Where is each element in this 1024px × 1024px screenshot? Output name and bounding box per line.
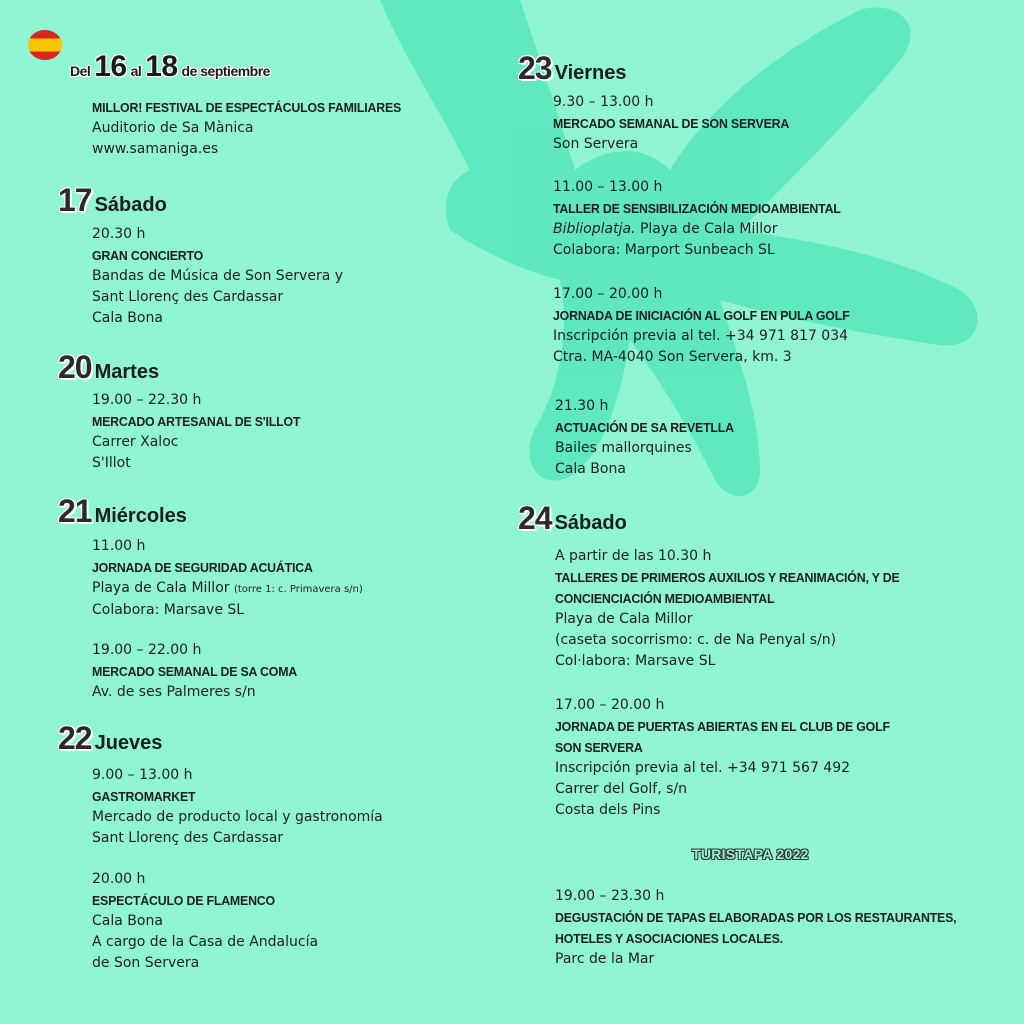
day-heading-17 [58, 182, 167, 219]
spanish-flag-icon [28, 30, 62, 60]
event-line: (caseta socorrismo: c. de Na Penyal s/n) [555, 632, 837, 648]
event-time: 9.30 – 13.00 h [553, 94, 654, 110]
day-name: Jueves [94, 732, 163, 754]
event-title: GASTROMARKET [92, 789, 196, 804]
day-number: 22 [58, 720, 92, 756]
event-line: Bandas de Música de Son Servera y [92, 268, 344, 284]
event-time: 21.30 h [555, 398, 609, 414]
event-line [553, 219, 856, 240]
event-title: JORNADA DE SEGURIDAD ACUÁTICA [92, 560, 313, 575]
day-number: 20 [58, 349, 92, 385]
event-line: Ctra. MA-4040 Son Servera, km. 3 [553, 349, 792, 365]
event-title: MERCADO ARTESANAL DE S'ILLOT [92, 414, 301, 429]
event-title: TALLER DE SENSIBILIZACIÓN MEDIOAMBIENTAL [553, 201, 841, 216]
event-seguridad-acuatica [92, 536, 363, 621]
event-mercado-artesanal [92, 390, 311, 474]
day-heading-23 [518, 50, 627, 87]
date-range-title [70, 50, 270, 84]
event-line: Colabora: Marport Sunbeach SL [553, 242, 775, 258]
event-time: 19.00 – 22.30 h [92, 392, 202, 408]
event-line: Colabora: Marsave SL [92, 602, 245, 618]
day-number: 21 [58, 493, 92, 529]
day-name: Viernes [554, 62, 627, 84]
event-millor-festival [92, 97, 417, 160]
event-line: Bailes mallorquines [555, 440, 692, 456]
event-title: MILLOR! FESTIVAL DE ESPECTÁCULOS FAMILIARES [92, 100, 402, 115]
event-note: (torre 1: c. Primavera s/n) [233, 584, 363, 595]
event-line: Av. de ses Palmeres s/n [92, 684, 256, 700]
event-line: Carrer del Golf, s/n [555, 781, 687, 797]
event-venue: Auditorio de Sa Mànica [92, 120, 254, 136]
event-title: GRAN CONCIERTO [92, 248, 204, 263]
event-time: 11.00 – 13.00 h [553, 179, 663, 195]
event-time: 20.30 h [92, 226, 146, 242]
event-line: de Son Servera [92, 955, 200, 971]
event-line [92, 578, 363, 600]
event-line: Mercado de producto local y gastronomía [92, 809, 383, 825]
range-prefix: Del [70, 63, 91, 79]
event-website: www.samaniga.es [92, 141, 219, 157]
range-mid: al [130, 63, 142, 79]
event-line: Inscripción previa al tel. +34 971 817 034 [553, 328, 849, 344]
event-mercado-son-servera [553, 92, 802, 155]
event-time: 20.00 h [92, 871, 146, 887]
day-number: 23 [518, 50, 552, 86]
event-title: ESPECTÁCULO DE FLAMENCO [92, 893, 275, 908]
day-heading-24 [518, 500, 627, 537]
event-mercado-sa-coma [92, 640, 308, 703]
event-line: Parc de la Mar [555, 951, 655, 967]
event-line: Col·labora: Marsave SL [555, 653, 716, 669]
event-title: HOTELES Y ASOCIACIONES LOCALES. [555, 931, 783, 946]
event-title: SON SERVERA [555, 740, 643, 755]
event-line: Cala Bona [92, 913, 163, 929]
event-line: Carrer Xaloc [92, 434, 179, 450]
event-time: 17.00 – 20.00 h [555, 697, 665, 713]
day-name: Sábado [94, 194, 167, 216]
event-time: 9.00 – 13.00 h [92, 767, 193, 783]
event-italic-label: Biblioplatja. [553, 221, 636, 237]
event-time: 19.00 – 23.30 h [555, 888, 665, 904]
event-degustacion-tapas [555, 886, 978, 970]
range-suffix: de septiembre [181, 63, 270, 79]
day-name: Miércoles [94, 505, 187, 527]
event-sa-revetlla [555, 396, 743, 480]
event-time: 17.00 – 20.00 h [553, 286, 663, 302]
event-time: 19.00 – 22.00 h [92, 642, 202, 658]
event-line: Sant Llorenç des Cardassar [92, 289, 284, 305]
event-line: Cala Bona [92, 310, 163, 326]
day-heading-22 [58, 720, 162, 757]
event-line: Playa de Cala Millor [555, 611, 693, 627]
event-primeros-auxilios [555, 546, 918, 672]
day-heading-21 [58, 493, 187, 530]
event-gastromarket [92, 765, 383, 849]
range-end: 18 [145, 50, 178, 83]
day-name: Martes [94, 361, 160, 383]
event-venue: Playa de Cala Millor [92, 580, 230, 596]
event-time: 11.00 h [92, 538, 146, 554]
event-line: Inscripción previa al tel. +34 971 567 492 [555, 760, 851, 776]
event-venue: Playa de Cala Millor [639, 221, 778, 237]
event-title: CONCIENCIACIÓN MEDIOAMBIENTAL [555, 591, 775, 606]
event-line: A cargo de la Casa de Andalucía [92, 934, 319, 950]
day-heading-20 [58, 349, 159, 386]
event-taller-medioambiental [553, 177, 856, 261]
event-iniciacion-golf [553, 284, 865, 368]
event-title: TALLERES DE PRIMEROS AUXILIOS Y REANIMACIÓN, Y DE [555, 570, 900, 585]
event-line: Sant Llorenç des Cardassar [92, 830, 284, 846]
event-line: Costa dels Pins [555, 802, 661, 818]
event-gran-concierto [92, 224, 343, 329]
day-name: Sábado [554, 512, 627, 534]
event-title: DEGUSTACIÓN DE TAPAS ELABORADAS POR LOS RESTAURANTES, [555, 910, 957, 925]
event-line: S'Illot [92, 455, 131, 471]
event-time: A partir de las 10.30 h [555, 548, 712, 564]
event-title: JORNADA DE INICIACIÓN AL GOLF EN PULA GOLF [553, 308, 850, 323]
event-title: MERCADO SEMANAL DE SON SERVERA [553, 116, 790, 131]
event-flamenco [92, 869, 318, 974]
range-start: 16 [94, 50, 127, 83]
event-title: JORNADA DE PUERTAS ABIERTAS EN EL CLUB DE GOLF [555, 719, 890, 734]
event-title: MERCADO SEMANAL DE SA COMA [92, 664, 298, 679]
event-line: Son Servera [553, 136, 639, 152]
event-puertas-abiertas-golf [555, 695, 907, 821]
day-number: 24 [518, 500, 552, 536]
event-title: ACTUACIÓN DE SA REVETLLA [555, 420, 734, 435]
event-line: Cala Bona [555, 461, 626, 477]
turistapa-banner: TURISTAPA 2022 [692, 846, 809, 862]
day-number: 17 [58, 182, 92, 218]
